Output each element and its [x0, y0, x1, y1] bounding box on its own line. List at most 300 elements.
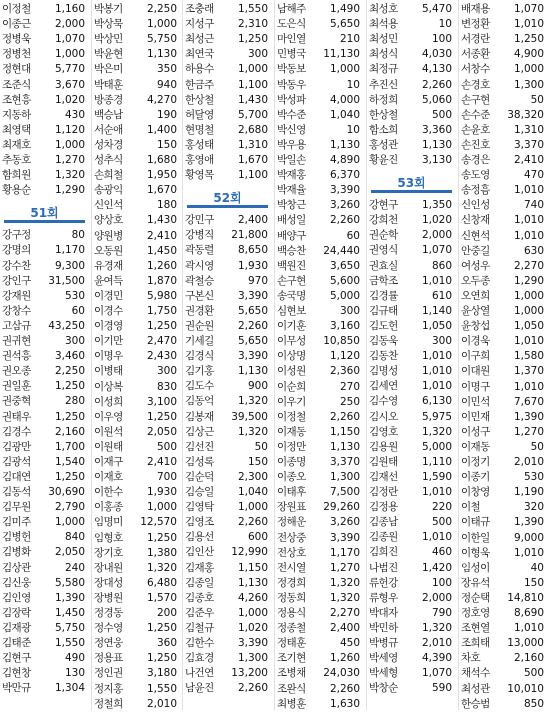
donor-name: 추동호	[2, 154, 31, 166]
donor-name: 채석수	[461, 667, 490, 680]
donor-entry	[92, 606, 183, 621]
donor-name: 류헌강	[369, 576, 398, 589]
donor-name: 양원병	[94, 229, 123, 242]
donor-name: 안중길	[461, 244, 490, 257]
class-header	[4, 204, 85, 226]
donor-name: 이정기	[461, 456, 490, 468]
donor-name: 한금주	[185, 78, 214, 91]
donor-name: 김현창	[2, 667, 31, 680]
donor-name: 이성구	[461, 425, 490, 438]
donor-name: 기세길	[185, 335, 214, 347]
donor-entry	[367, 93, 458, 108]
donor-name: 손윤호	[461, 123, 490, 136]
donation-amount: 430	[64, 108, 85, 121]
donation-amount: 13,000	[507, 637, 544, 650]
donor-entry	[459, 515, 550, 530]
donation-amount: 450	[339, 637, 360, 650]
donor-name: 이구희	[461, 350, 490, 363]
class-header-label: 52회	[210, 191, 244, 205]
donor-entry	[92, 17, 183, 32]
donation-amount: 1,040	[237, 486, 268, 498]
donor-entry	[459, 319, 550, 334]
donor-column	[275, 0, 366, 710]
donor-name: 심현보	[277, 305, 306, 317]
donor-name: 김병헌	[2, 531, 31, 544]
donor-column	[183, 0, 274, 710]
donor-entry	[92, 500, 183, 515]
donor-entry	[183, 410, 274, 425]
donor-name: 박만규	[2, 682, 31, 695]
donor-name: 정인권	[94, 667, 123, 680]
donation-amount: 2,260	[237, 516, 268, 529]
donor-entry	[367, 243, 458, 258]
donation-amount: 1,320	[237, 425, 268, 438]
donation-amount: 1,930	[146, 486, 177, 499]
donor-name: 정태훈	[277, 637, 306, 650]
donor-entry	[92, 410, 183, 425]
donor-name: 최성호	[369, 3, 398, 15]
donor-entry	[367, 681, 458, 696]
donor-entry	[459, 500, 550, 515]
donor-name: 김용원	[369, 440, 398, 453]
donor-entry	[92, 697, 183, 712]
donor-name: 최성민	[369, 33, 398, 46]
donation-amount: 1,110	[421, 455, 452, 468]
donation-amount: 850	[523, 697, 544, 710]
donation-amount: 1,250	[54, 410, 85, 423]
donor-name: 손구현	[277, 274, 306, 287]
donor-entry	[367, 410, 458, 425]
donor-entry	[367, 515, 458, 530]
donation-amount: 1,020	[237, 621, 268, 634]
donation-amount: 3,160	[329, 320, 360, 333]
donor-entry	[92, 531, 183, 546]
donor-entry	[92, 666, 183, 681]
donor-name: 이성원	[277, 365, 306, 378]
donation-amount: 1,010	[513, 380, 544, 393]
donor-entry	[367, 153, 458, 168]
donor-name: 유경재	[94, 259, 123, 272]
donation-amount: 1,270	[513, 425, 544, 438]
donation-amount: 1,000	[54, 138, 85, 151]
donor-name: 이경욱	[461, 335, 490, 348]
donor-entry	[92, 274, 183, 289]
donor-name: 방종경	[94, 93, 123, 106]
donation-amount: 790	[431, 606, 452, 619]
donation-amount: 100	[431, 33, 452, 46]
donor-entry	[0, 17, 91, 32]
donor-name: 김세연	[369, 380, 398, 393]
donation-amount: 1,170	[329, 546, 360, 559]
donor-entry	[92, 32, 183, 47]
donor-name: 최성관	[461, 682, 490, 695]
donation-amount: 2,410	[513, 154, 544, 166]
donor-name: 도은식	[277, 18, 306, 31]
donor-entry	[459, 395, 550, 410]
donation-amount: 1,160	[54, 3, 85, 15]
donor-entry	[183, 123, 274, 138]
donor-name: 장병원	[94, 591, 123, 604]
donor-entry	[92, 334, 183, 349]
donor-entry	[92, 244, 183, 259]
donation-amount: 9,300	[54, 259, 85, 272]
donor-entry	[183, 304, 274, 319]
donor-name: 권순학	[369, 229, 398, 242]
donor-name: 김종일	[185, 576, 214, 589]
donor-name: 권효실	[369, 259, 398, 272]
donor-entry	[183, 651, 274, 666]
donor-entry	[275, 17, 366, 32]
donation-amount: 1,250	[146, 622, 177, 635]
donor-entry	[92, 515, 183, 530]
column-divider	[91, 0, 92, 710]
donor-name: 추진신	[369, 78, 398, 91]
donation-amount: 1,290	[54, 184, 85, 197]
donor-entry	[92, 485, 183, 500]
donation-amount: 1,350	[421, 199, 452, 212]
donor-name: 배재용	[461, 3, 490, 15]
donor-entry	[367, 530, 458, 545]
donor-entry	[459, 32, 550, 47]
donor-name: 이원석	[94, 425, 123, 438]
donor-name: 조충래	[185, 3, 214, 15]
donor-entry	[367, 606, 458, 621]
donation-amount: 1,680	[146, 154, 177, 166]
donation-amount: 2,310	[237, 18, 268, 31]
donor-entry	[92, 213, 183, 228]
donor-name: 정종철	[277, 622, 306, 635]
donation-amount: 1,420	[421, 561, 452, 574]
donation-amount: 1,000	[329, 63, 360, 76]
donor-entry	[92, 591, 183, 606]
donation-amount: 630	[523, 244, 544, 257]
donor-entry	[459, 697, 550, 712]
donor-name: 박동우	[277, 78, 306, 91]
donor-name: 최영택	[2, 123, 31, 136]
donor-name: 정연웅	[94, 637, 123, 650]
donation-amount: 1,390	[54, 591, 85, 604]
donor-name: 김종원	[369, 531, 398, 544]
donor-name: 서순애	[94, 123, 123, 136]
donor-entry	[0, 440, 91, 455]
donor-name: 백승찬	[277, 244, 306, 257]
donation-amount: 10	[346, 78, 360, 91]
donor-name: 송정흠	[461, 184, 490, 197]
donor-name: 장기호	[94, 546, 123, 559]
donor-name: 김한수	[185, 637, 214, 649]
donor-entry	[183, 319, 274, 334]
donor-entry	[0, 228, 91, 243]
donor-name: 김미주	[2, 516, 31, 529]
donor-name: 황영목	[185, 169, 214, 182]
donor-name: 임성이	[461, 561, 490, 574]
donor-name: 권경환	[185, 304, 214, 317]
donor-entry	[183, 334, 274, 349]
donation-amount: 270	[339, 380, 360, 393]
donor-name: 김경수	[2, 425, 31, 438]
donor-name: 곽시영	[185, 259, 214, 272]
donation-amount: 1,020	[54, 93, 85, 106]
donor-name: 김원태	[369, 455, 398, 468]
donation-amount: 5,580	[54, 576, 85, 589]
donor-name: 김경률	[369, 289, 398, 302]
donation-amount: 1,050	[421, 319, 452, 332]
donation-amount: 220	[431, 501, 452, 514]
donor-entry	[92, 380, 183, 395]
donor-entry	[275, 500, 366, 515]
donor-name: 김정용	[369, 501, 398, 514]
donor-name: 이명우	[94, 350, 123, 363]
donor-name: 권순원	[185, 319, 214, 332]
donation-amount: 5,650	[329, 18, 360, 31]
donor-column	[0, 0, 91, 710]
donation-amount: 4,260	[237, 591, 268, 604]
donor-entry	[275, 576, 366, 591]
donor-entry	[275, 198, 366, 213]
donor-name: 이우영	[94, 410, 123, 423]
donor-entry	[92, 319, 183, 334]
donation-amount: 3,130	[421, 154, 452, 166]
donor-name: 강창수	[2, 304, 31, 317]
donor-name: 이경수	[94, 305, 123, 317]
donation-amount: 5,980	[146, 289, 177, 302]
donor-entry	[92, 47, 183, 62]
donor-name: 강민구	[185, 214, 214, 227]
donor-entry	[459, 47, 550, 62]
donor-name: 박세영	[369, 652, 398, 665]
donor-entry	[183, 636, 274, 651]
donor-entry	[367, 349, 458, 364]
donation-amount: 1,320	[329, 591, 360, 604]
donation-amount: 1,450	[146, 244, 177, 257]
donation-amount: 2,400	[237, 214, 268, 227]
donor-entry	[367, 636, 458, 651]
donation-amount: 1,000	[237, 63, 268, 76]
donation-amount: 1,320	[146, 561, 177, 574]
donation-amount: 2,410	[146, 456, 177, 468]
donor-entry	[459, 2, 550, 17]
donor-entry	[92, 455, 183, 470]
donation-amount: 5,470	[421, 3, 452, 15]
donation-amount: 1,000	[513, 305, 544, 317]
donation-amount: 1,100	[237, 78, 268, 91]
donor-name: 이성희	[94, 395, 123, 408]
donation-amount: 1,630	[329, 697, 360, 710]
donation-amount: 1,010	[513, 546, 544, 559]
donor-entry	[183, 530, 274, 545]
donor-entry	[183, 681, 274, 696]
donor-name: 김용선	[185, 531, 214, 544]
donation-amount: 5,750	[146, 33, 177, 46]
header-rule	[187, 205, 268, 208]
donation-amount: 5,650	[237, 335, 268, 347]
donor-name: 이상명	[277, 350, 306, 363]
donation-amount: 6,370	[329, 169, 360, 182]
class-header	[187, 189, 268, 211]
donor-entry	[275, 2, 366, 17]
donor-entry	[459, 651, 550, 666]
donor-name: 박상민	[94, 33, 123, 46]
donation-amount: 970	[247, 274, 268, 287]
donor-entry	[0, 243, 91, 258]
donation-amount: 1,010	[513, 229, 544, 242]
donation-amount: 4,390	[421, 652, 452, 665]
donation-amount: 1,430	[237, 93, 268, 106]
donation-amount: 1,050	[513, 320, 544, 333]
donation-amount: 1,250	[54, 470, 85, 483]
donor-entry	[275, 47, 366, 62]
donor-name: 신현석	[461, 229, 490, 242]
donor-entry	[0, 500, 91, 515]
donor-name: 강명의	[2, 244, 31, 257]
donation-amount: 1,320	[54, 169, 85, 182]
donor-name: 박우용	[277, 138, 306, 151]
donation-amount: 1,010	[513, 622, 544, 635]
donor-entry	[0, 621, 91, 636]
donation-amount: 500	[431, 108, 452, 121]
donor-name: 박신영	[277, 123, 306, 136]
donation-amount: 1,670	[237, 154, 268, 166]
donor-entry	[459, 168, 550, 183]
donor-name: 장원표	[277, 501, 306, 514]
donor-name: 정동희	[277, 591, 306, 604]
donor-name: 윤상열	[461, 305, 490, 317]
donation-amount: 1,270	[329, 561, 360, 574]
donation-amount: 3,180	[146, 667, 177, 680]
donor-entry	[459, 334, 550, 349]
donation-amount: 1,390	[513, 410, 544, 423]
donor-name: 김광석	[2, 455, 31, 468]
donation-amount: 1,930	[237, 259, 268, 272]
donation-amount: 2,160	[54, 425, 85, 438]
donation-amount: 1,250	[146, 320, 177, 333]
donor-entry	[183, 440, 274, 455]
donor-entry	[459, 636, 550, 651]
donor-name: 한상철	[369, 108, 398, 121]
donor-name: 민병국	[277, 48, 306, 61]
donor-name: 이철	[461, 501, 481, 514]
donation-amount: 5,600	[329, 274, 360, 287]
donor-entry	[0, 138, 91, 153]
donor-entry	[275, 274, 366, 289]
donor-entry	[367, 108, 458, 123]
donor-entry	[183, 228, 274, 243]
donor-entry	[183, 485, 274, 500]
donor-entry	[367, 545, 458, 560]
donor-entry	[367, 561, 458, 576]
donation-amount: 10,850	[323, 335, 360, 348]
donation-amount: 840	[64, 531, 85, 544]
donation-amount: 1,540	[54, 455, 85, 468]
donor-name: 하용수	[185, 63, 214, 76]
donation-amount: 11,130	[323, 48, 360, 61]
donor-entry	[0, 425, 91, 440]
donor-entry	[0, 183, 91, 198]
donor-entry	[275, 229, 366, 244]
donor-entry	[0, 78, 91, 93]
donor-name: 김상근	[185, 425, 214, 438]
donation-amount: 460	[431, 546, 452, 559]
donor-entry	[275, 364, 366, 379]
donor-entry	[459, 380, 550, 395]
donor-name: 전시열	[277, 561, 306, 574]
donor-name: 서종환	[461, 48, 490, 61]
donation-amount: 2,270	[513, 259, 544, 272]
donor-entry	[275, 606, 366, 621]
donor-entry	[367, 78, 458, 93]
donor-name: 이정철	[2, 3, 31, 15]
donor-name: 김명성	[369, 365, 398, 378]
donor-entry	[0, 576, 91, 591]
donation-amount: 530	[523, 471, 544, 484]
donor-entry	[367, 17, 458, 32]
donation-amount: 14,810	[507, 591, 544, 604]
donor-name: 정경희	[277, 576, 306, 589]
donor-entry	[275, 319, 366, 334]
donation-amount: 2,050	[146, 425, 177, 438]
donation-amount: 1,010	[421, 486, 452, 498]
donor-entry	[92, 108, 183, 123]
donor-name: 곽철승	[185, 274, 214, 287]
donation-amount: 3,370	[329, 456, 360, 468]
donor-entry	[0, 319, 91, 334]
donation-amount: 1,700	[54, 440, 85, 453]
donation-amount: 2,260	[421, 78, 452, 91]
donation-amount: 1,000	[54, 48, 85, 61]
donor-name: 함소희	[369, 123, 398, 136]
donation-amount: 1,130	[237, 365, 268, 378]
donor-entry	[275, 334, 366, 349]
donor-entry	[459, 485, 550, 500]
donor-entry	[183, 455, 274, 470]
donation-amount: 13,200	[231, 667, 268, 680]
donor-name: 최성식	[369, 48, 398, 61]
donor-entry	[459, 274, 550, 289]
donor-entry	[0, 47, 91, 62]
donor-entry	[275, 32, 366, 47]
donor-name: 권영식	[369, 244, 398, 257]
donor-entry	[0, 545, 91, 560]
donor-name: 김현구	[2, 652, 31, 665]
donation-amount: 1,010	[513, 184, 544, 197]
donation-amount: 50	[254, 440, 268, 453]
donor-entry	[183, 364, 274, 379]
donor-entry	[183, 2, 274, 17]
donor-name: 김정란	[369, 486, 398, 498]
donor-name: 김도헌	[369, 319, 398, 332]
donor-name: 지동하	[2, 108, 31, 121]
donor-name: 최병훈	[277, 697, 306, 710]
donor-entry	[367, 425, 458, 440]
donation-amount: 80	[71, 229, 85, 242]
donor-entry	[459, 606, 550, 621]
donor-name: 오연희	[461, 289, 490, 302]
donor-name: 박재율	[277, 184, 306, 197]
donation-amount: 30,690	[48, 486, 85, 498]
donation-amount: 1,000	[237, 501, 268, 514]
donor-name: 박봉기	[94, 3, 123, 15]
donor-name: 하정희	[369, 93, 398, 106]
donor-name: 조병채	[277, 667, 306, 680]
donor-entry	[92, 2, 183, 17]
donation-amount: 1,580	[513, 350, 544, 363]
donor-entry	[367, 274, 458, 289]
donor-name: 이대원	[461, 365, 490, 378]
donor-entry	[367, 470, 458, 485]
donor-name: 김시오	[369, 410, 398, 423]
donation-amount: 590	[431, 682, 452, 695]
donor-name: 정경동	[94, 607, 123, 619]
